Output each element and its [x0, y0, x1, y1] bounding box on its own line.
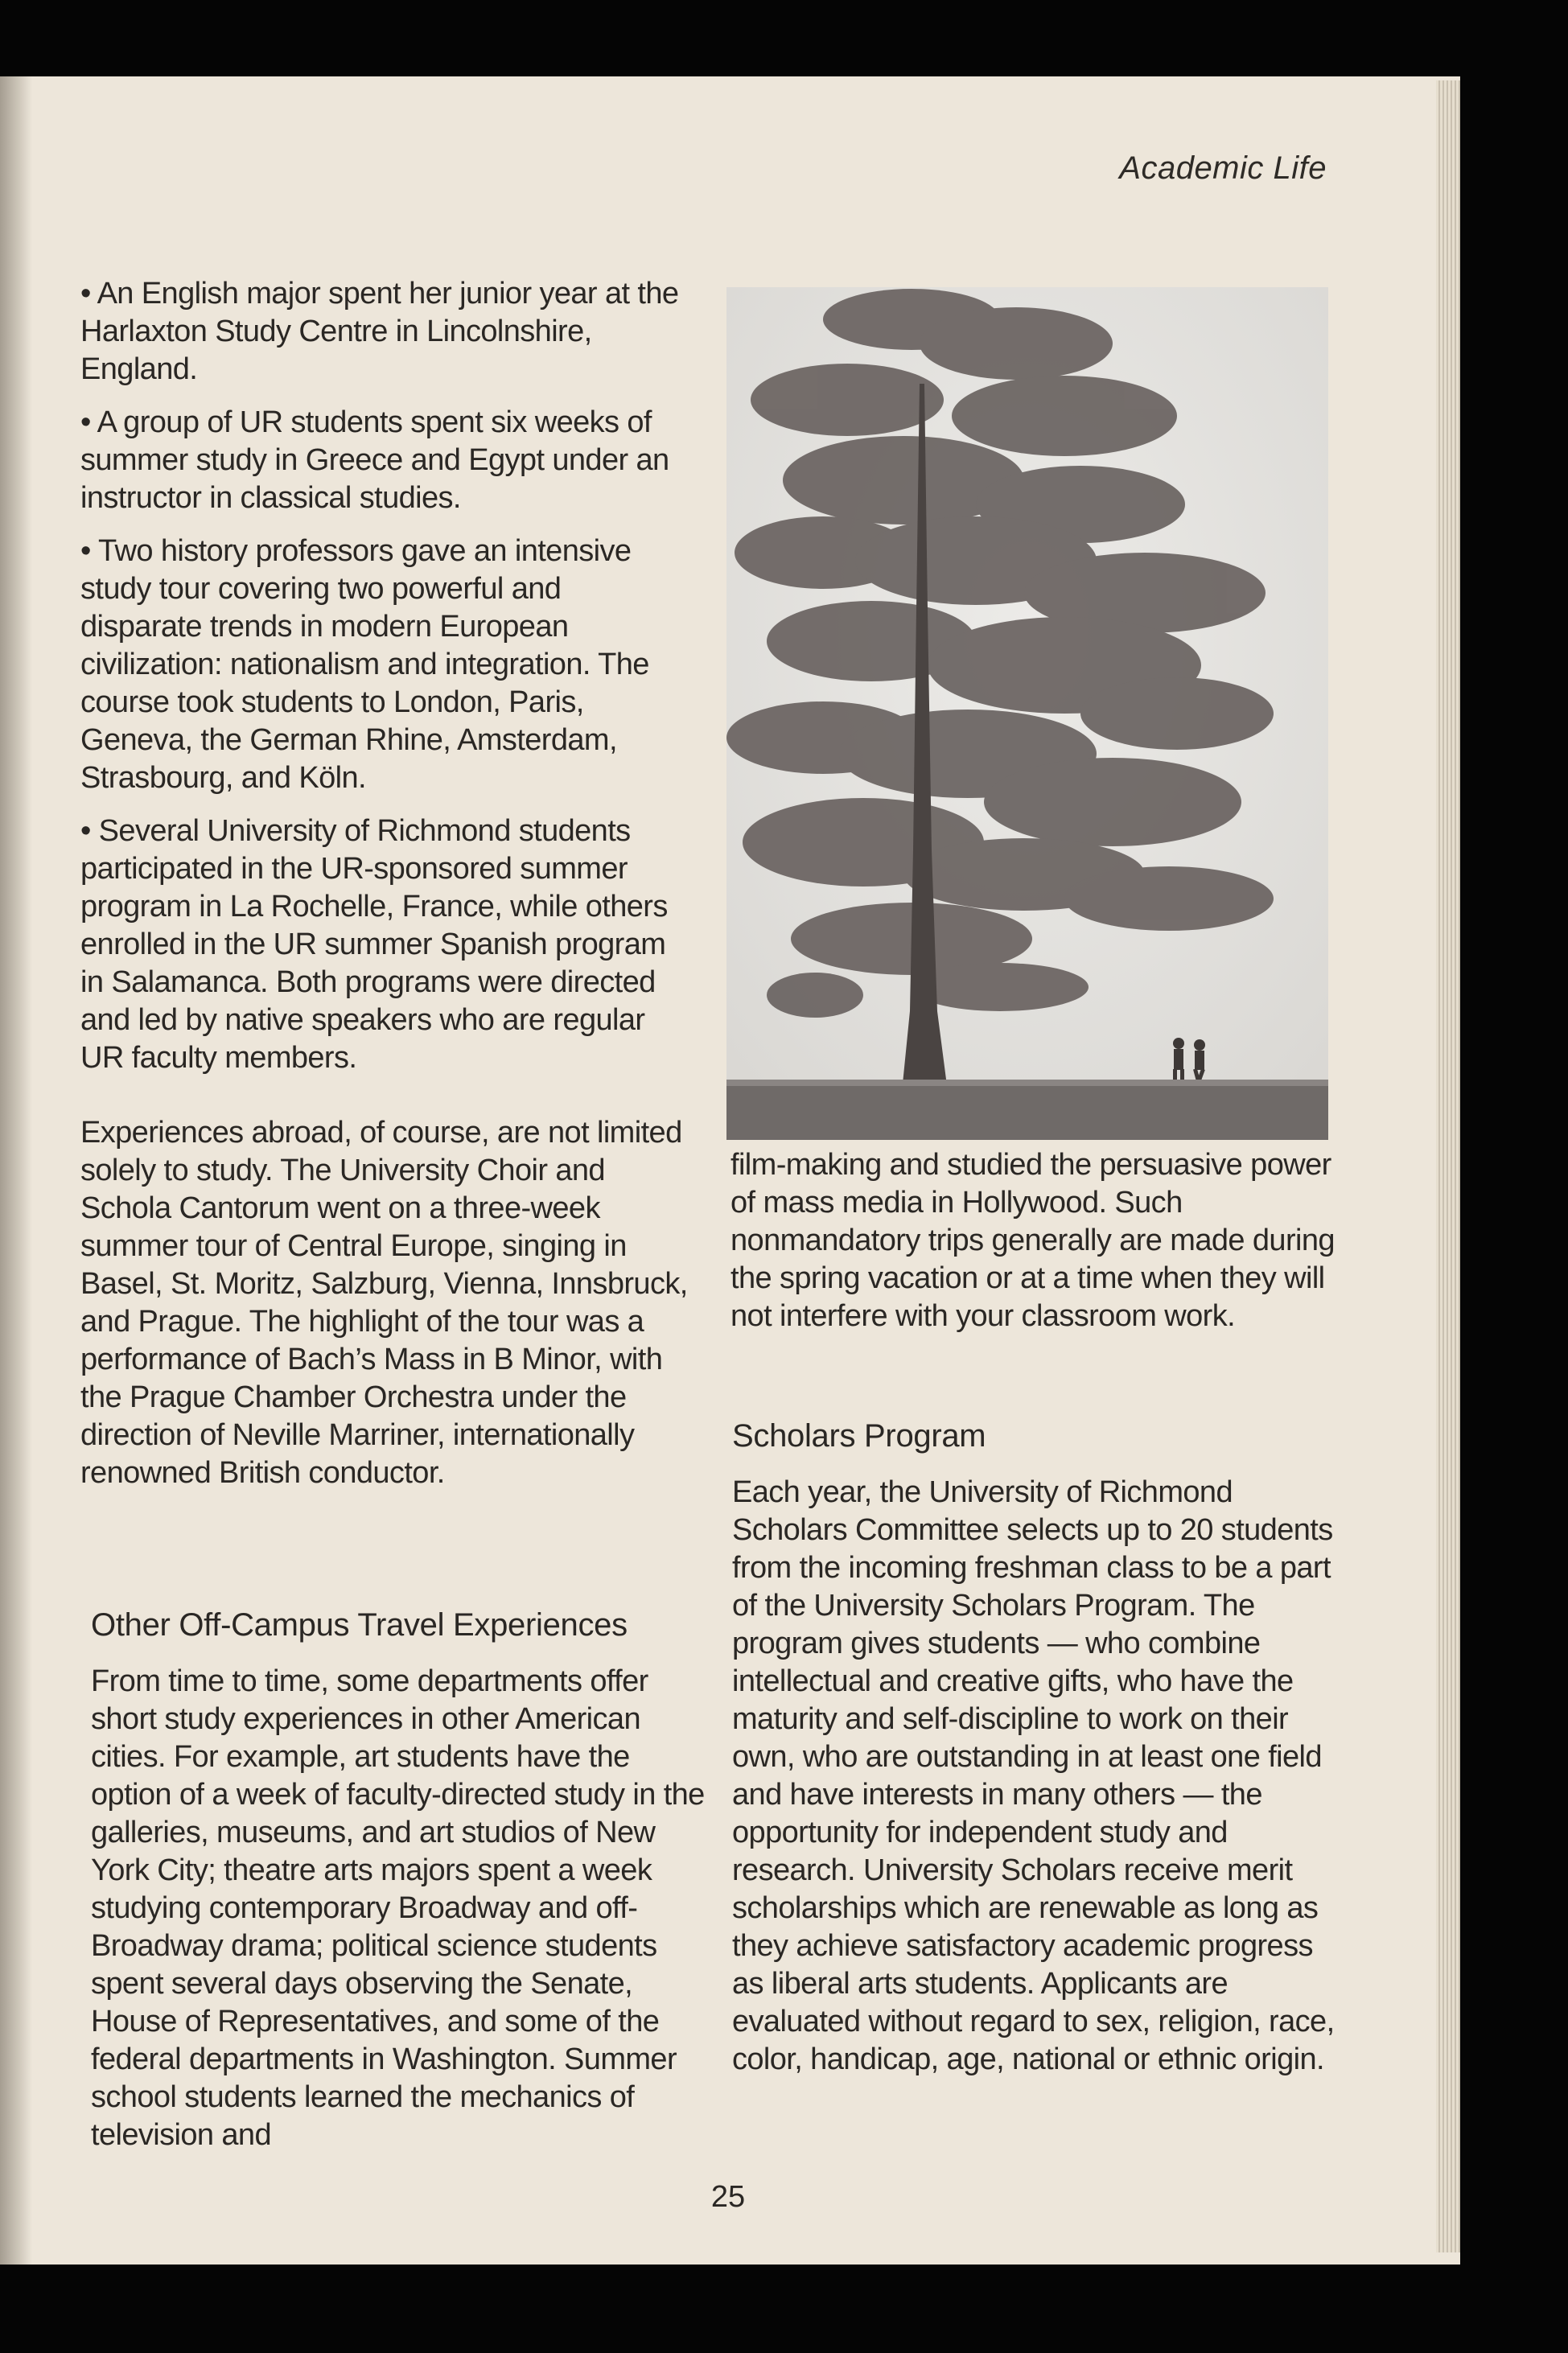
- body-text: Experiences abroad, of course, are not limited solely to study. The University Choir and Schola Cantorum went on a three-week summer tour of Central Europe, singing in Basel, St. Moritz, Salzburg, Vienna, Innsbruck, and Prague. The highlight of the tour was a performance of Bach’s Mass in B Minor, with the Prague Chamber Orchestra under the direction of Neville Marriner, internationally renowned British conductor.: [80, 1116, 688, 1490]
- page-edges: [1436, 80, 1460, 2252]
- bullet-item: • An English major spent her junior year at the Harlaxton Study Centre in Lincolnshire, England.: [80, 277, 679, 386]
- tree-photo: [726, 287, 1328, 1140]
- body-text: Each year, the University of Richmond Scholars Committee selects up to 20 students from the incoming freshman class to be a part of the University Scholars Program. The program gives students — who combine intellectual and creative gifts, who have the maturity and self-discipline to work on their own, who are outstanding in at least one field and have interests in many others — the opportunity for independent study and research. University Scholars receive merit scholarships which are renewable as long as they achieve satisfactory academic progress as liberal arts students. Applicants are evaluated without regard to sex, religion, race, color, handicap, age, national or ethnic origin.: [732, 1475, 1335, 2076]
- off-campus-section: [91, 1605, 706, 2154]
- body-text: film-making and studied the persuasive power of mass media in Hollywood. Such nonmandatory trips generally are made during the spring vacation or at a time when they will not interfere with your classroom work.: [730, 1148, 1335, 1333]
- page-number: 25: [710, 2180, 746, 2214]
- bullet-item: • Two history professors gave an intensive study tour covering two powerful and disparate trends in modern European civilization: nationalism and integration. The course took students to London, Paris, Geneva, the German Rhine, Amsterdam, Strasbourg, and Köln.: [80, 534, 649, 795]
- continuation-paragraph: [730, 1146, 1346, 1335]
- tree-illustration: [726, 287, 1328, 1140]
- bullet-list: [80, 275, 684, 1092]
- running-header: Academic Life: [1119, 150, 1327, 186]
- section-heading: Scholars Program: [732, 1418, 986, 1454]
- page-gutter: [0, 76, 32, 2265]
- abroad-paragraph: [80, 1114, 692, 1492]
- section-heading: Other Off-Campus Travel Experiences: [91, 1607, 628, 1643]
- body-text: From time to time, some departments offer short study experiences in other American cities. For example, art students have the option of a week of faculty-directed study in the galleries, museums, and art studios of New York City; theatre arts majors spent a week studying contemporary Broadway and off-Broadway drama; political science students spent several days observing the Senate, House of Representatives, and some of the federal departments in Washington. Summer school students learned the mechanics of television and: [91, 1664, 705, 2152]
- scholars-section: [732, 1416, 1348, 2079]
- bullet-item: • Several University of Richmond students participated in the UR-sponsored summer program in La Rochelle, France, while others enrolled in the UR summer Spanish program in Salamanca. Both programs were directed and led by native speakers who are regular UR faculty members.: [80, 814, 668, 1075]
- bullet-item: • A group of UR students spent six weeks of summer study in Greece and Egypt under an instructor in classical studies.: [80, 405, 669, 515]
